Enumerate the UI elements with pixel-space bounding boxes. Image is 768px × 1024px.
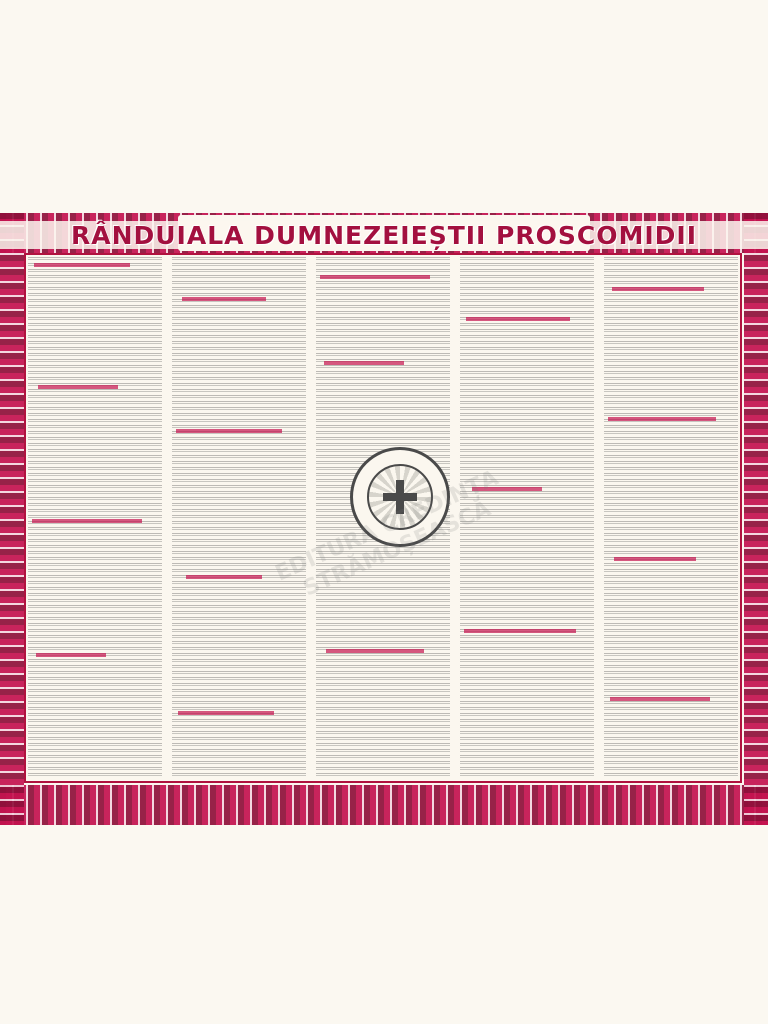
rubric-line xyxy=(464,629,576,633)
ornamental-border-bottom xyxy=(0,785,768,825)
ornamental-border-left xyxy=(0,213,24,825)
poster-title: RÂNDUIALA DUMNEZEIEȘTII PROSCOMIDII xyxy=(0,221,768,249)
watermark-text: EDITURA STRĂMOȘEASCĂ xyxy=(271,496,495,602)
rubric-line xyxy=(36,653,106,657)
seal-inner-ring xyxy=(367,464,433,530)
text-columns xyxy=(28,257,738,779)
column-text-lines xyxy=(28,257,162,779)
rubric-line xyxy=(472,487,542,491)
church-seal-icon xyxy=(350,447,450,547)
rubric-line xyxy=(608,417,716,421)
rubric-line xyxy=(34,263,130,267)
column-text-lines xyxy=(172,257,306,779)
rubric-line xyxy=(614,557,696,561)
ornamental-border-right xyxy=(744,213,768,825)
text-column-4 xyxy=(460,257,594,779)
rubric-line xyxy=(176,429,282,433)
rubric-line xyxy=(466,317,570,321)
text-column-2 xyxy=(172,257,306,779)
text-column-5 xyxy=(604,257,738,779)
rubric-line xyxy=(610,697,710,701)
rubric-line xyxy=(186,575,262,579)
rubric-line xyxy=(178,711,274,715)
rubric-line xyxy=(612,287,704,291)
rubric-line xyxy=(38,385,118,389)
column-text-lines xyxy=(460,257,594,779)
text-column-1 xyxy=(28,257,162,779)
rubric-line xyxy=(320,275,430,279)
poster-sheet xyxy=(0,213,768,825)
seal-cross-horizontal xyxy=(383,493,417,501)
rubric-line xyxy=(326,649,424,653)
rubric-line xyxy=(324,361,404,365)
rubric-line xyxy=(32,519,142,523)
rubric-line xyxy=(182,297,266,301)
